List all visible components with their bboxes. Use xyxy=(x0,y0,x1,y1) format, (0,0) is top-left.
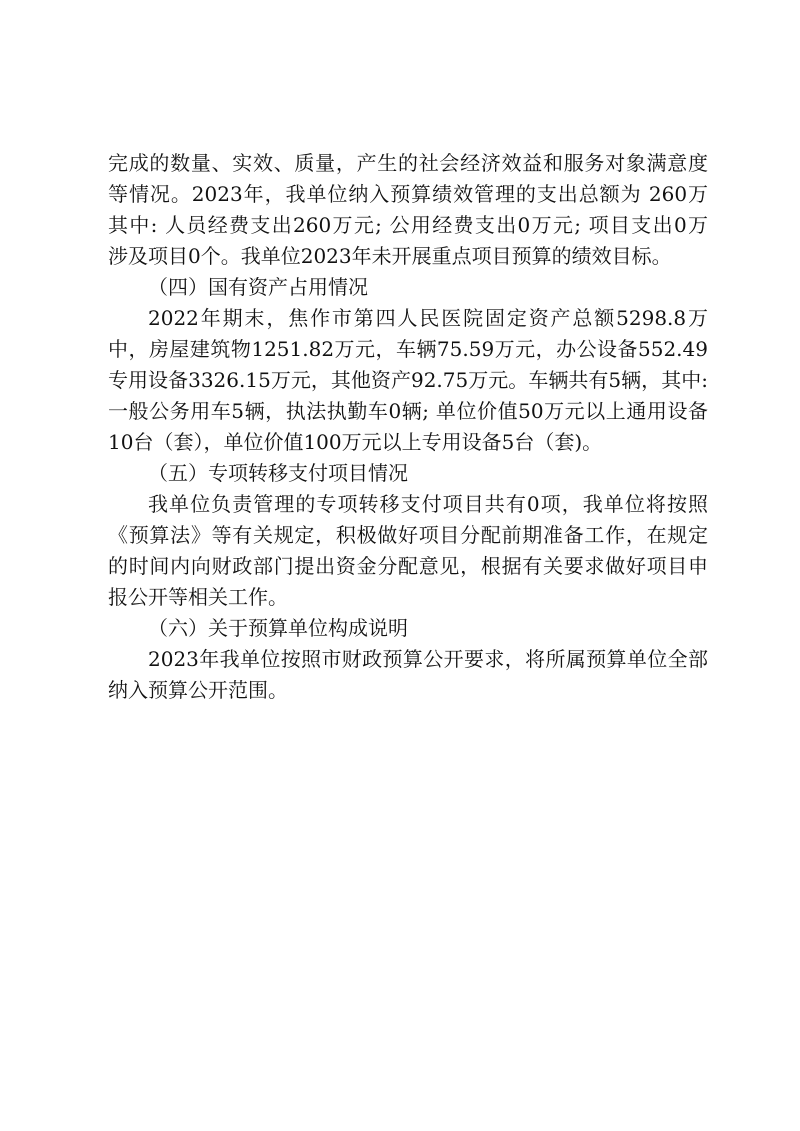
text-line: 纳入预算公开范围。 xyxy=(108,678,288,702)
text-line: 10台（套），单位价值100万元以上专用设备5台（套)。 xyxy=(108,430,603,454)
text-line: 完成的数量、实效、质量，产生的社会经济效益和服务对象满意度 xyxy=(108,151,708,175)
text-line: 一般公务用车5辆，执法执勤车0辆; 单位价值50万元以上通用设备 xyxy=(108,399,708,423)
text-line: 中，房屋建筑物1251.82万元，车辆75.59万元，办公设备552.49 xyxy=(108,337,708,361)
document-body xyxy=(108,148,708,706)
section-heading-assets: （四）国有资产占用情况 xyxy=(148,275,368,299)
text-line: 等情况。2023年，我单位纳入预算绩效管理的支出总额为 260万 xyxy=(108,182,708,206)
text-line: 的时间内向财政部门提出资金分配意见，根据有关要求做好项目申 xyxy=(108,554,708,578)
section-heading-transfer: （五）专项转移支付项目情况 xyxy=(148,461,408,485)
paragraph-units xyxy=(108,644,708,706)
text-line: 其中: 人员经费支出260万元; 公用经费支出0万元; 项目支出0万 xyxy=(108,213,708,237)
text-line: 我单位负责管理的专项转移支付项目共有0项，我单位将按照 xyxy=(148,492,708,516)
text-line: 涉及项目0个。我单位2023年未开展重点项目预算的绩效目标。 xyxy=(108,244,672,268)
section-heading-units: （六）关于预算单位构成说明 xyxy=(148,616,408,640)
text-line: 《预算法》等有关规定，积极做好项目分配前期准备工作，在规定 xyxy=(108,523,708,547)
paragraph-transfer xyxy=(108,489,708,613)
text-line: 报公开等相关工作。 xyxy=(108,585,288,609)
text-line: 2023年我单位按照市财政预算公开要求，将所属预算单位全部 xyxy=(148,647,708,671)
text-line: 2022年期末，焦作市第四人民医院固定资产总额5298.8万 xyxy=(148,306,708,330)
paragraph-assets xyxy=(108,303,708,458)
text-line: 专用设备3326.15万元，其他资产92.75万元。车辆共有5辆，其中: xyxy=(108,368,708,392)
paragraph-performance xyxy=(108,148,708,272)
